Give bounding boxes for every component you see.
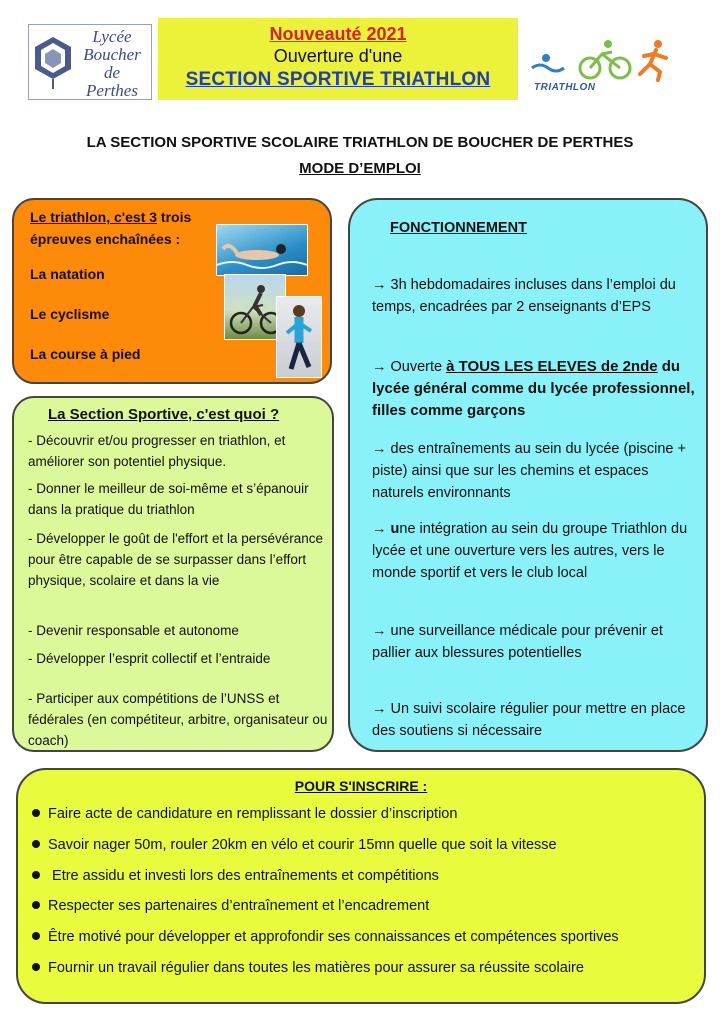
registration-item-6-text: Fournir un travail régulier dans toutes les matières pour assurer sa réussite scolaire <box>48 960 584 976</box>
fonctionnement-school-followup: → Un suivi scolaire régulier pour mettre en place des soutiens si nécessaire <box>372 701 686 739</box>
banner-opening-label: Ouverture d'une <box>273 46 403 66</box>
registration-heading: POUR S'INSCRIRE : <box>294 778 428 794</box>
open-to-prefix: → Ouverte <box>372 359 447 375</box>
fonctionnement-trainings: → des entraînements au sein du lycée (piscine + piste) ainsi que sur les chemins et espaces naturels environnants <box>372 441 686 501</box>
page-subtitle: MODE D’EMPLOI <box>299 160 421 177</box>
triathlon-athletes-icon <box>528 38 688 82</box>
swimmer-icon <box>217 225 307 275</box>
logo-line-2: Boucher <box>83 45 141 64</box>
section-item-2: - Donner le meilleur de soi-même et s’épanouir dans la pratique du triathlon <box>28 481 309 517</box>
registration-item-1 <box>32 806 457 822</box>
event-cycling: Le cyclisme <box>30 306 110 322</box>
registration-item-4 <box>32 898 429 914</box>
fonctionnement-open-to <box>372 356 702 422</box>
registration-item-3 <box>32 868 439 884</box>
school-logo <box>28 24 152 100</box>
bullet-icon <box>32 809 40 817</box>
section-item-1: - Découvrir et/ou progresser en triathlon, et améliorer son potentiel physique. <box>28 433 286 469</box>
fonctionnement-heading: FONCTIONNEMENT <box>390 220 527 236</box>
registration-item-4-text: Respecter ses partenaires d’entraînement et l’encadrement <box>48 898 430 914</box>
registration-item-3-text: Etre assidu et investi lors des entraînements et compétitions <box>48 868 439 884</box>
swimming-photo <box>216 224 308 276</box>
fonctionnement-medical: → une surveillance médicale pour prévenir et pallier aux blessures potentielles <box>372 623 663 661</box>
triathlon-intro <box>30 206 191 250</box>
integration-prefix: → <box>372 521 391 537</box>
section-heading: La Section Sportive, c'est quoi ? <box>48 406 280 423</box>
open-to-suffix: du lycée général comme du lycée professionnel, filles comme garçons <box>372 358 695 419</box>
event-running: La course à pied <box>30 346 141 362</box>
bullet-icon <box>32 963 40 971</box>
triathlon-events-box <box>12 198 332 384</box>
registration-box <box>16 768 706 1004</box>
logo-line-1: Lycée <box>92 27 132 46</box>
header-banner <box>158 18 518 100</box>
registration-item-5-text: Être motivé pour développer et approfondir ses connaissances et compétences sportives <box>48 929 619 945</box>
fonctionnement-hours: → 3h hebdomadaires incluses dans l’emploi du temps, encadrées par 2 enseignants d’EPS <box>372 277 676 315</box>
event-swimming: La natation <box>30 266 105 282</box>
logo-line-4: Perthes <box>86 81 138 100</box>
bullet-icon <box>32 901 40 909</box>
page-title: LA SECTION SPORTIVE SCOLAIRE TRIATHLON DE BOUCHER DE PERTHES <box>86 134 634 151</box>
registration-item-2-text: Savoir nager 50m, rouler 20km en vélo et courir 15mn quelle que soit la vitesse <box>48 837 557 853</box>
triathlon-logo <box>528 38 688 98</box>
triathlon-intro-b: trois <box>157 209 192 225</box>
fonctionnement-integration <box>372 518 702 584</box>
registration-item-6 <box>32 960 584 976</box>
section-item-3: - Développer le goût de l'effort et la persévérance pour être capable de se surpasser dans l’effort physique, scolaire et dans la vie <box>28 531 324 588</box>
running-photo <box>276 296 322 378</box>
banner-section-title: SECTION SPORTIVE TRIATHLON <box>185 69 491 90</box>
runner-icon <box>277 297 321 377</box>
section-item-4: - Devenir responsable et autonome <box>28 623 239 638</box>
bullet-icon <box>32 932 40 940</box>
bullet-icon <box>32 840 40 848</box>
triathlon-intro-a: Le triathlon, c'est 3 <box>30 209 158 225</box>
triathlon-logo-text: TRIATHLON <box>534 82 596 93</box>
bullet-icon <box>32 871 40 879</box>
section-description-box <box>12 396 334 752</box>
section-item-5: - Développer l’esprit collectif et l’entraide <box>28 651 271 666</box>
triathlon-intro-c: épreuves enchaînées : <box>30 231 181 247</box>
section-item-6: - Participer aux compétitions de l’UNSS et fédérales (en compétiteur, arbitre, organisateur ou coach) <box>28 691 328 748</box>
integration-text: ne intégration au sein du groupe Triathlon du lycée et une ouverture vers les autres, vers le monde sportif et vers le club local <box>372 521 688 581</box>
banner-new-label: Nouveauté 2021 <box>269 24 407 44</box>
registration-item-2 <box>32 837 557 853</box>
open-to-all-students: à TOUS LES ELEVES de 2nde <box>446 358 658 375</box>
logo-line-3: de <box>103 63 121 82</box>
fonctionnement-box <box>348 198 708 752</box>
registration-item-5 <box>32 929 619 945</box>
integration-letter: u <box>390 521 400 537</box>
registration-item-1-text: Faire acte de candidature en remplissant le dossier d’inscription <box>48 806 458 822</box>
school-logo-mark-icon <box>33 35 73 91</box>
